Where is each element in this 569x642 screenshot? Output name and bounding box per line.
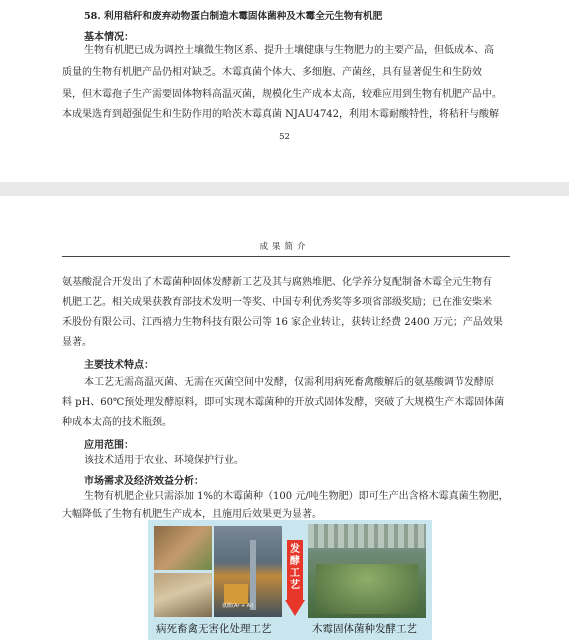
page-number: 52 bbox=[279, 132, 290, 142]
arrow-label: 发酵工艺 bbox=[290, 544, 300, 591]
paragraph-line: 本工艺无需高温灭菌、无需在灭菌空间中发酵，仅需利用病死畜禽酸解后的氨基酸调节发酵原 bbox=[84, 377, 494, 388]
section-heading: 58. 利用秸秆和废弃动物蛋白制造木霉固体菌种及木霉全元生物有机肥 bbox=[84, 11, 383, 22]
figure-caption-left: 病死畜禽无害化处理工艺 bbox=[156, 623, 272, 635]
paragraph-line: 该技术适用于农业、环境保护行业。 bbox=[84, 455, 244, 466]
basic-info-label: 基本情况： bbox=[84, 32, 134, 43]
paragraph-line: 本成果选育到超强促生和生防作用的哈茨木霉真菌 NJAU4742，利用木霉耐酸特性，将秸秆与酸解 bbox=[62, 109, 500, 120]
paragraph-line: 氨基酸混合开发出了木霉菌种固体发酵新工艺及其与腐熟堆肥、化学养分复配制备木霉全元生物有 bbox=[62, 277, 492, 288]
paragraph-line: 机肥工艺。相关成果获教育部技术发明一等奖、中国专利优秀奖等多项省部级奖励；已在淮安柴米 bbox=[62, 297, 492, 308]
animal-material-photo bbox=[154, 573, 212, 617]
figure-caption-right: 木霉固体菌种发酵工艺 bbox=[312, 623, 417, 635]
paragraph-line: 显著。 bbox=[62, 337, 92, 348]
fermentation-hall-photo bbox=[308, 524, 426, 618]
paragraph-line: 果，但木霉孢子生产需要固体物料高温灭菌，规模化生产成本太高，较难应用到生物有机肥产品中。 bbox=[62, 89, 502, 100]
paragraph-line: 种成本太高的技术瓶颈。 bbox=[62, 417, 172, 428]
document-page-2 bbox=[0, 196, 569, 642]
equipment-pipe bbox=[250, 540, 256, 610]
market-analysis-label: 市场需求及经济效益分析： bbox=[84, 476, 204, 487]
process-figure bbox=[148, 520, 432, 640]
hydrolysis-equipment-photo bbox=[214, 526, 282, 617]
equipment-tank bbox=[224, 584, 248, 604]
carcass-processing-photo bbox=[154, 526, 212, 570]
paragraph-line: 生物有机肥已成为调控土壤微生物区系、提升土壤健康与生物肥力的主要产品，但低成本、高 bbox=[84, 45, 494, 56]
paragraph-line: 生物有机肥企业只需添加 1%的木霉菌种（100 元/吨生物肥）即可生产出含格木霉真菌生物肥， bbox=[84, 491, 509, 502]
paragraph-line: 质量的生物有机肥产品仍相对缺乏。木霉真菌个体大、多细胞、产菌丝，具有显著促生和生防效 bbox=[62, 67, 482, 78]
fermentation-bed bbox=[316, 564, 418, 614]
document-page-1 bbox=[0, 0, 569, 182]
paragraph-line: 大幅降低了生物有机肥生产成本，且施用后效果更为显著。 bbox=[62, 509, 322, 520]
equipment-tag: 氨酸(Ar + Al) bbox=[222, 603, 254, 609]
tech-features-label: 主要技术特点： bbox=[84, 360, 154, 371]
paragraph-line: 禾股份有限公司、江西禧力生物科技有限公司等 16 家企业转让，获转让经费 2400 万元；产品效果 bbox=[62, 317, 503, 328]
paragraph-line: 料 pH、60℃预处理发酵原料，即可实现木霉菌种的开放式固体发酵，突破了大规模生产木霉固体菌 bbox=[62, 397, 505, 408]
hall-roof bbox=[308, 524, 426, 548]
running-header: 成果简介 bbox=[259, 242, 310, 252]
header-rule bbox=[62, 256, 510, 257]
application-scope-label: 应用范围： bbox=[84, 440, 134, 451]
